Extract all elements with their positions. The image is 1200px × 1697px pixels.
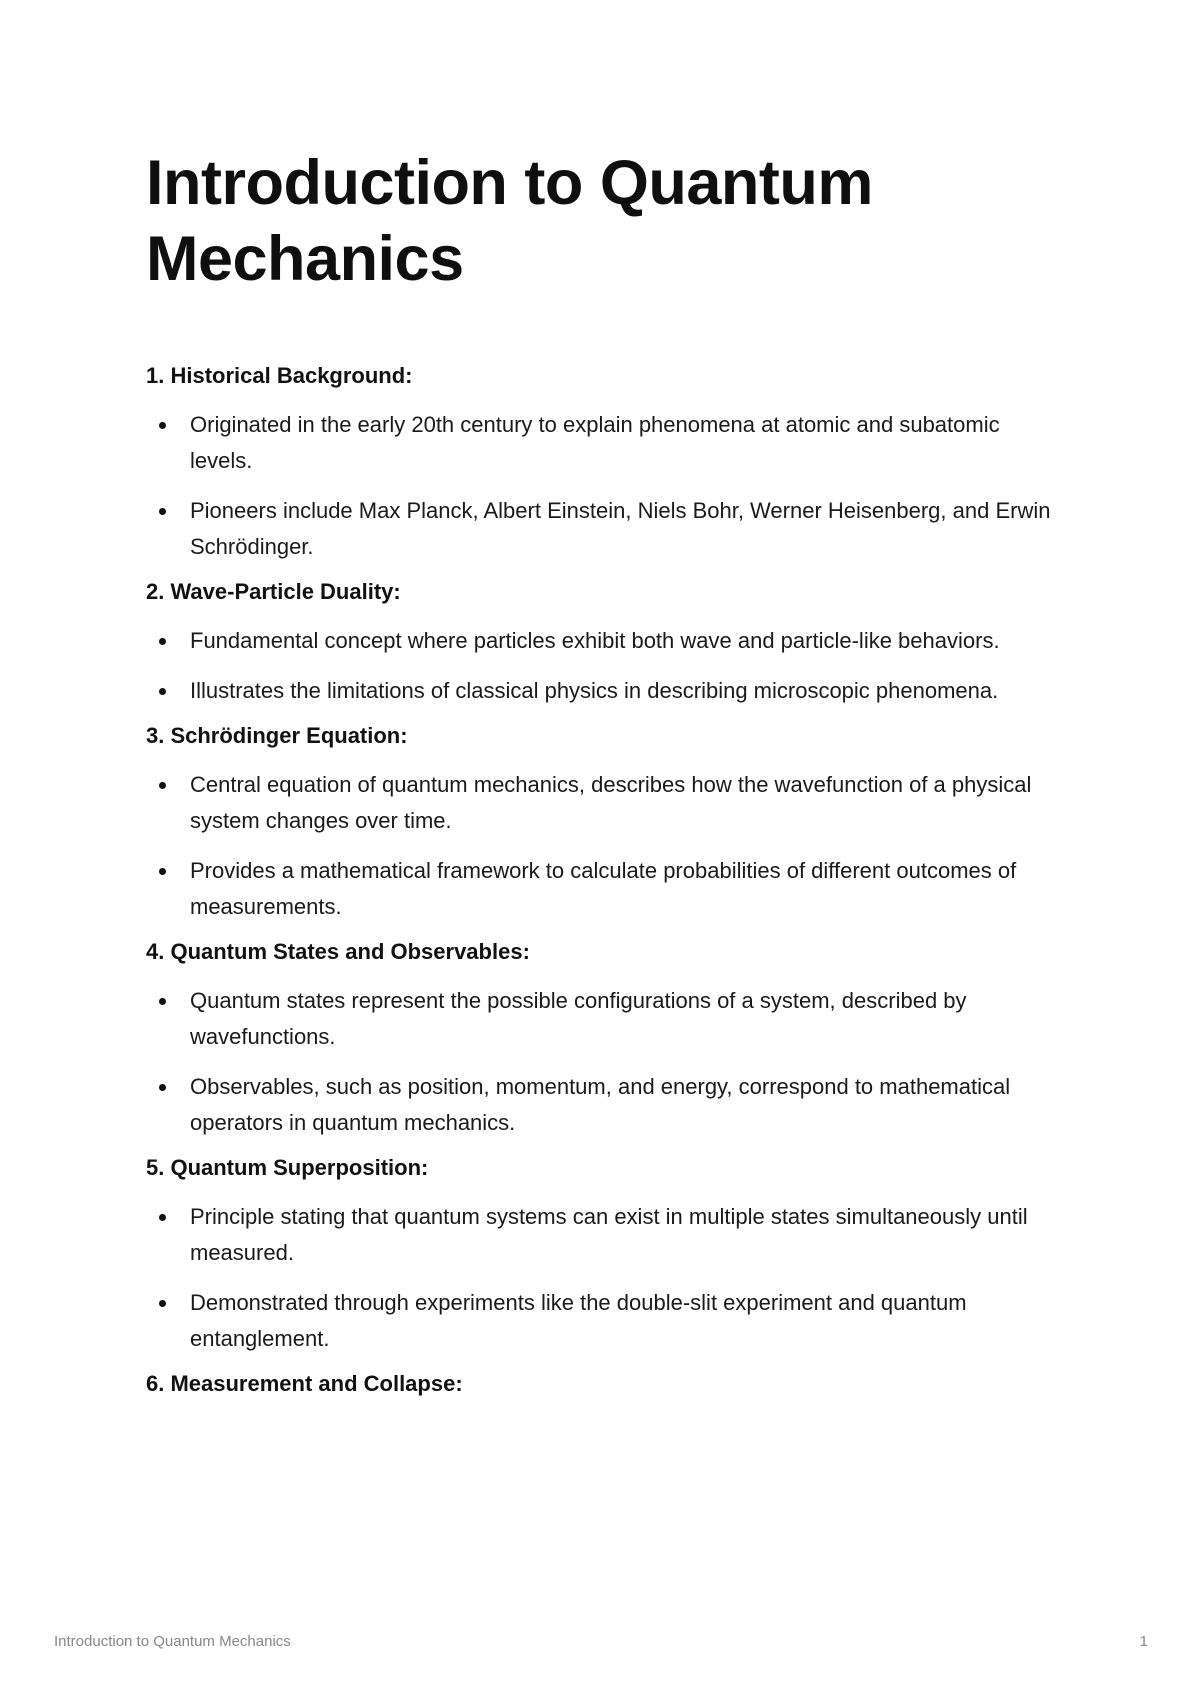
section-list [146, 361, 1056, 1399]
list-item-text: Illustrates the limitations of classical physics in describing microscopic phenomena. [190, 678, 999, 703]
section-heading: 2. Wave-Particle Duality: [146, 579, 401, 604]
list-item [146, 407, 1056, 479]
list-item-text: Pioneers include Max Planck, Albert Einstein, Niels Bohr, Werner Heisenberg, and Erwin Schrödinger. [190, 498, 1051, 559]
section-heading: 3. Schrödinger Equation: [146, 723, 408, 748]
list-item [146, 1285, 1056, 1357]
page-footer [54, 1632, 1148, 1652]
section-heading: 6. Measurement and Collapse: [146, 1371, 463, 1396]
section-quantum-states-observables [146, 937, 1056, 1141]
list-item-text: Quantum states represent the possible configurations of a system, described by wavefunctions. [190, 988, 967, 1049]
section-quantum-superposition [146, 1153, 1056, 1357]
bullet-list [146, 407, 1056, 565]
page-title: Introduction to Quantum Mechanics [146, 148, 873, 294]
page-number: 1 [1139, 1633, 1148, 1650]
section-heading: 1. Historical Background: [146, 363, 413, 388]
bullet-icon [159, 1084, 166, 1091]
bullet-list [146, 1199, 1056, 1357]
bullet-list [146, 983, 1056, 1141]
list-item-text: Originated in the early 20th century to explain phenomena at atomic and subatomic levels. [190, 412, 1000, 473]
list-item-text: Fundamental concept where particles exhibit both wave and particle-like behaviors. [190, 628, 1000, 653]
section-measurement-collapse [146, 1369, 1056, 1399]
section-historical-background [146, 361, 1056, 565]
section-heading: 5. Quantum Superposition: [146, 1155, 429, 1180]
bullet-list [146, 623, 1056, 709]
bullet-icon [159, 1214, 166, 1221]
footer-title: Introduction to Quantum Mechanics [54, 1633, 291, 1650]
list-item-text: Demonstrated through experiments like the double-slit experiment and quantum entanglement. [190, 1290, 967, 1351]
document-content [146, 145, 1056, 1399]
bullet-icon [159, 1300, 166, 1307]
list-item [146, 853, 1056, 925]
list-item-text: Principle stating that quantum systems can exist in multiple states simultaneously until measured. [190, 1204, 1028, 1265]
list-item [146, 1199, 1056, 1271]
section-heading: 4. Quantum States and Observables: [146, 939, 530, 964]
list-item-text: Central equation of quantum mechanics, describes how the wavefunction of a physical system changes over time. [190, 772, 1032, 833]
bullet-icon [159, 508, 166, 515]
list-item [146, 767, 1056, 839]
list-item [146, 983, 1056, 1055]
section-schrodinger-equation [146, 721, 1056, 925]
bullet-list [146, 767, 1056, 925]
bullet-icon [159, 688, 166, 695]
bullet-icon [159, 422, 166, 429]
list-item [146, 623, 1056, 659]
list-item [146, 493, 1056, 565]
bullet-icon [159, 998, 166, 1005]
bullet-icon [159, 868, 166, 875]
list-item [146, 673, 1056, 709]
bullet-icon [159, 782, 166, 789]
list-item-text: Observables, such as position, momentum, and energy, correspond to mathematical operators in quantum mechanics. [190, 1074, 1011, 1135]
bullet-icon [159, 638, 166, 645]
list-item [146, 1069, 1056, 1141]
list-item-text: Provides a mathematical framework to calculate probabilities of different outcomes of measurements. [190, 858, 1017, 919]
section-wave-particle-duality [146, 577, 1056, 709]
